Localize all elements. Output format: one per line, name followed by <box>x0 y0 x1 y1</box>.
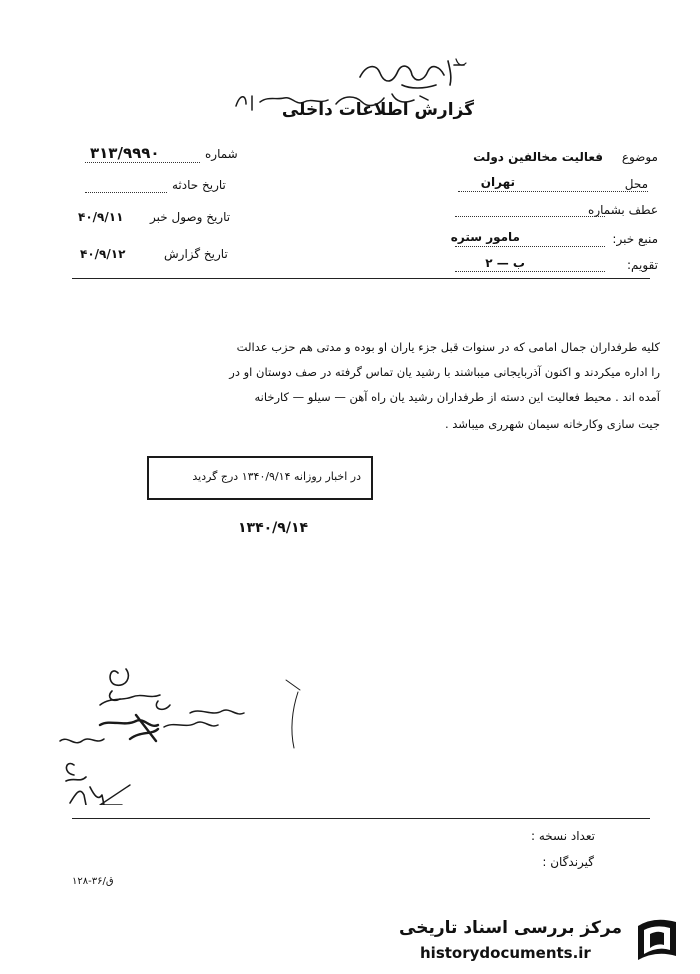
stamp-text: در اخبار روزانه ۱۳۴۰/۹/۱۴ درج گردید <box>192 470 361 483</box>
subject-value: فعالیت مخالفین دولت <box>473 150 603 164</box>
body-line-3: آمده اند . محیط فعالیت این دسته از طرفداران رشید یان راه آهن — سیلو — کارخانه <box>254 390 660 404</box>
body-line-1: کلیه طرفداران جمال امامی که در سنوات قبل جزء یاران او بوده و مدتی هم حزب عدالت <box>236 340 660 354</box>
source-label: منبع خبر: <box>612 232 658 246</box>
source-dotted-line <box>455 246 605 247</box>
place-value: تهران <box>480 175 515 189</box>
number-value: ۳۱۳/۹۹۹۰ <box>90 144 160 162</box>
incident-date-dotted-line <box>85 192 167 193</box>
report-date-label: تاریخ گزارش <box>164 247 228 261</box>
evaluation-label: تقویم: <box>627 258 658 272</box>
signature-marginalia <box>40 655 280 805</box>
form-code: ۱۲۸-۳۶/ق <box>72 876 114 887</box>
ref-label: عطف بشماره <box>588 203 658 217</box>
number-label: شماره <box>205 147 238 161</box>
subject-label: موضوع <box>621 150 658 164</box>
report-date-value: ۴۰/۹/۱۲ <box>80 247 126 261</box>
evaluation-dotted-line <box>455 271 605 272</box>
recipients-label: گیرندگان : <box>542 855 594 869</box>
watermark-url: historydocuments.ir <box>420 944 591 962</box>
footer-divider <box>72 818 650 819</box>
news-received-value: ۴۰/۹/۱۱ <box>78 210 124 224</box>
ref-dotted-line <box>455 216 605 217</box>
handwritten-date: ۱۳۴۰/۹/۱۴ <box>238 520 309 536</box>
incident-date-label: تاریخ حادثه <box>172 178 226 192</box>
number-dotted-line <box>85 162 200 163</box>
body-line-2: را اداره میکردند و اکنون آذربایجانی میباشند با رشید یان تماس گرفته در صف دوستان او در <box>229 365 660 379</box>
newspaper-stamp <box>147 456 373 500</box>
body-line-4: جیت سازی وکارخانه سیمان شهرری میباشد . <box>444 417 660 431</box>
faint-mark <box>282 670 306 750</box>
place-dotted-line <box>458 191 648 192</box>
document-title: گزارش اطلاعات داخلی <box>281 100 474 120</box>
news-received-label: تاریخ وصول خبر <box>150 210 231 224</box>
evaluation-value: ب — ۲ <box>485 256 525 270</box>
copies-label: تعداد نسخه : <box>530 829 595 843</box>
header-divider <box>72 278 650 279</box>
source-value: مامور ستره <box>450 230 520 244</box>
watermark-name: مرکز بررسی اسناد تاریخی <box>399 918 622 938</box>
watermark-logo-icon <box>630 912 686 968</box>
place-label: محل <box>624 177 648 191</box>
